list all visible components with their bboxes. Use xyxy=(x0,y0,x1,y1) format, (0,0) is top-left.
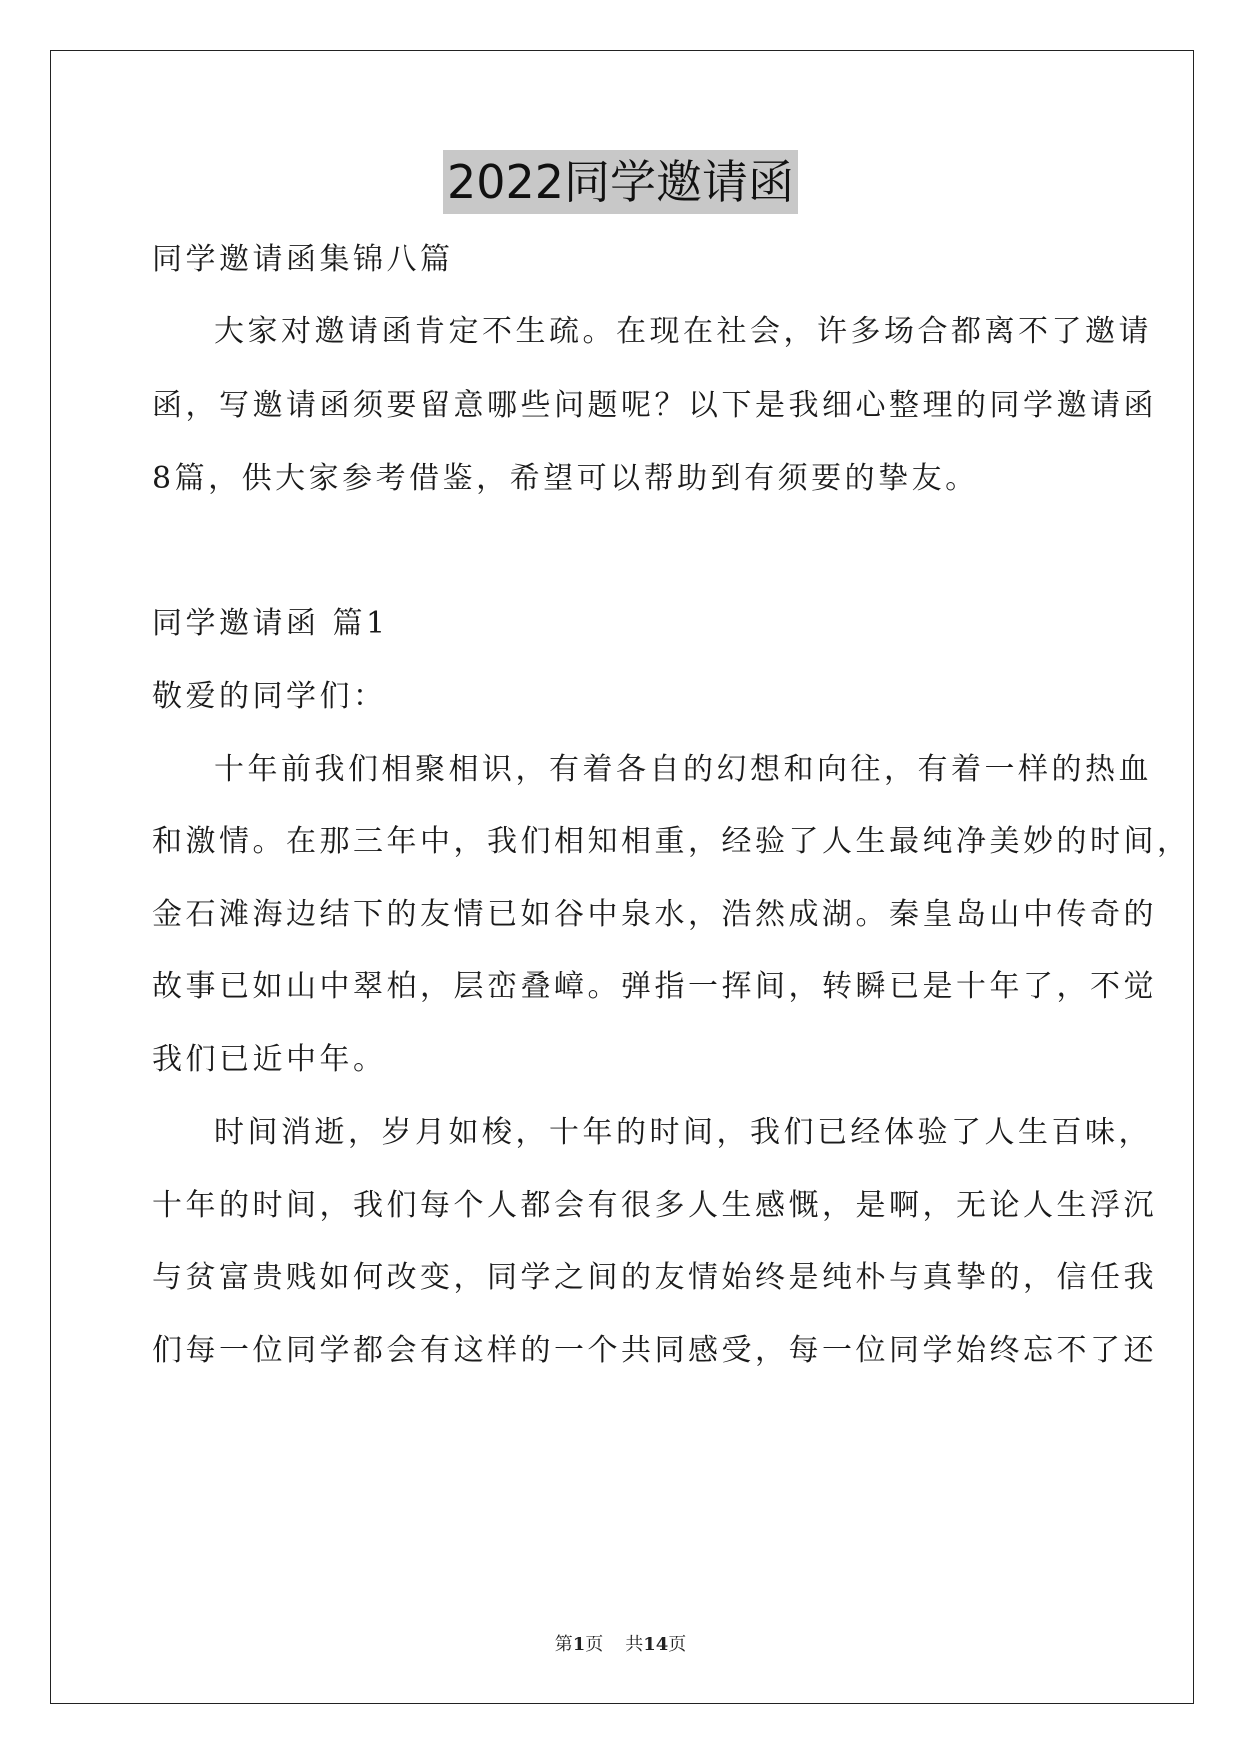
page-footer xyxy=(0,1633,1241,1657)
title-container xyxy=(0,150,1241,214)
document-title: 2022同学邀请函 xyxy=(443,150,798,214)
intro-line-1: 大家对邀请函肯定不生疏。在现在社会，许多场合都离不了邀请 xyxy=(214,314,1152,349)
page-border xyxy=(50,50,1194,1704)
paragraph1-line-1: 十年前我们相聚相识，有着各自的幻想和向往，有着一样的热血 xyxy=(214,752,1152,787)
intro-line-3: 8篇，供大家参考借鉴，希望可以帮助到有须要的挚友。 xyxy=(152,461,979,496)
paragraph1-line-2: 和激情。在那三年中，我们相知相重，经验了人生最纯净美妙的时间， xyxy=(152,824,1191,859)
section-heading: 同学邀请函 篇1 xyxy=(152,606,389,641)
footer-page-current: 1 xyxy=(572,1634,586,1655)
footer-page-prefix: 第 xyxy=(554,1634,573,1655)
paragraph1-line-5: 我们已近中年。 xyxy=(152,1042,387,1077)
paragraph2-line-1: 时间消逝，岁月如梭，十年的时间，我们已经体验了人生百味， xyxy=(214,1115,1152,1150)
paragraph1-line-3: 金石滩海边结下的友情已如谷中泉水，浩然成湖。秦皇岛山中传奇的 xyxy=(152,897,1157,932)
footer-total-prefix: 共 xyxy=(625,1634,644,1655)
paragraph2-line-4: 们每一位同学都会有这样的一个共同感受，每一位同学始终忘不了还 xyxy=(152,1333,1157,1368)
subtitle: 同学邀请函集锦八篇 xyxy=(152,242,454,277)
footer-total-suffix: 页 xyxy=(668,1634,687,1655)
paragraph2-line-2: 十年的时间，我们每个人都会有很多人生感慨，是啊，无论人生浮沉 xyxy=(152,1188,1157,1223)
footer-page-total: 14 xyxy=(643,1634,669,1655)
paragraph2-line-3: 与贫富贵贱如何改变，同学之间的友情始终是纯朴与真挚的，信任我 xyxy=(152,1260,1157,1295)
footer-page-mid: 页 xyxy=(585,1634,604,1655)
paragraph1-line-4: 故事已如山中翠柏，层峦叠嶂。弹指一挥间，转瞬已是十年了，不觉 xyxy=(152,969,1157,1004)
salutation: 敬爱的同学们： xyxy=(152,679,387,714)
intro-line-2: 函，写邀请函须要留意哪些问题呢？以下是我细心整理的同学邀请函 xyxy=(152,388,1157,423)
